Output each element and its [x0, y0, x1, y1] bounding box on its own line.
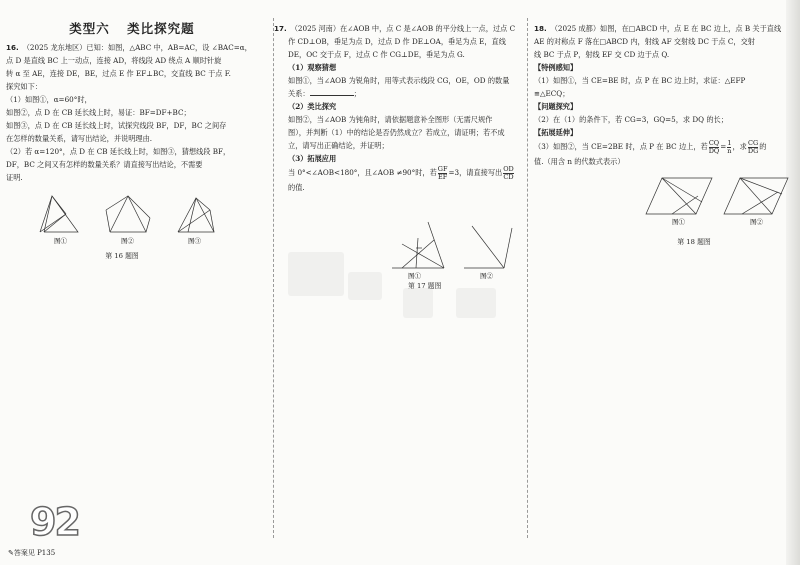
q16-fig-label-3: 图③ [188, 237, 201, 245]
q18-sec3-title: 【拓展延伸】 [534, 128, 578, 137]
q16-fig-label-2: 图② [121, 237, 134, 245]
q18-frac-1-n: $\frac{1}{n}$ [727, 138, 732, 155]
q17-line-2: DE，OC 交于点 F，过点 C 作 CG⊥DE，垂足为点 G. [288, 50, 465, 59]
q18-frac-cq-dq: $\frac{CQ}{DQ}$ [708, 138, 720, 155]
q17-figures [388, 218, 518, 280]
column-3 [534, 22, 784, 249]
q17-fig-label-2: 图② [480, 272, 493, 280]
scan-blur-4 [456, 288, 496, 318]
q17-figure-2 [464, 226, 512, 268]
q16-line-7: 在怎样的数量关系，请写出结论，并说明理由. [6, 134, 153, 143]
q16-line-9: DF，BC 之间又有怎样的数量关系？请直接写出结论，不需要 [6, 160, 203, 169]
q18-figure-1 [646, 178, 712, 214]
q16-fig-label-1: 图① [54, 237, 67, 245]
q17-frac-od-cd: $\frac{OD}{CD}$ [503, 164, 514, 181]
q16-figures [36, 190, 236, 248]
q18-fig-label-2: 图② [750, 218, 763, 226]
q18-caption: 第 18 题图 [677, 238, 711, 246]
answer-reference: ✎答案见 P135 [8, 549, 56, 557]
q17-sec1-title: （1）观察猜想 [288, 63, 337, 72]
q17-sec2-line-1: 图），并判断（1）中的结论是否仍然成立？若成立，请证明；若不成 [288, 128, 505, 137]
q16-line-1: 点 D 是直线 BC 上一动点，连接 AD，将线段 AD 绕点 A 顺时针旋 [6, 56, 222, 65]
q16-line-5: 如图②，点 D 在 CB 延长线上时，易证：BF=DF+BC； [6, 108, 191, 117]
q18-sec1-title: 【特例感知】 [534, 63, 578, 72]
q18-fig-label-1: 图① [672, 218, 685, 226]
q18-sec2-line-0: （2）在（1）的条件下，若 CG=3，GQ=5，求 DQ 的长； [534, 115, 728, 124]
scan-blur-2 [348, 272, 382, 300]
section-type: 类型六 [69, 21, 110, 36]
q17-answer-blank [310, 87, 354, 96]
q18-line-2: 线 BC 于点 P，射线 EF 交 CD 边于点 Q. [534, 50, 670, 59]
q18-figures [642, 172, 792, 234]
q18-line-1: AE 的对称点 F 落在□ABCD 内，射线 AF 交射线 DC 于点 C，交射 [534, 37, 755, 46]
q16-figure-3 [178, 198, 214, 232]
q17-sec1-line-0: 如图①，当∠AOB 为锐角时，用等式表示线段 CG，OE，OD 的数量 [288, 76, 510, 85]
q18-sec3-line: （3）如图②，当 CE=2BE 时，点 P 在 BC 边上，若 $\frac{CQ}{DQ}$ = $\frac{1}{n}$ ，求 $\frac{CG}{DG}$ 的 [534, 138, 767, 155]
q16-line-0: 16. （2025 龙东地区）已知：如图，△ABC 中，AB=AC，设 ∠BAC=α， [6, 43, 252, 52]
q17-sec2-line-0: 如图②，当∠AOB 为钝角时，请依据题意补全图形（无需尺规作 [288, 115, 493, 124]
q16-number: 16. [6, 43, 19, 52]
q18-number: 18. [534, 24, 547, 33]
scan-blur-1 [288, 252, 344, 296]
section-title [6, 22, 258, 35]
q17-sec2-line-2: 立，请写出正确结论，并证明； [288, 141, 389, 150]
q17-line-1: 作 CD⊥OB，垂足为点 D，过点 D 作 DE⊥OA，垂足为点 E，直线 [288, 37, 506, 46]
section-name: 类比探究题 [127, 21, 195, 36]
q17-sec1-line-1: 关系： ； [288, 89, 361, 98]
q18-sec3-line2: 值.（用含 n 的代数式表示） [534, 157, 625, 166]
q17-fig-label-1: 图① [408, 272, 421, 280]
q16-line-4: （1）如图①，α=60°时， [6, 95, 92, 104]
q16-line-8: （2）若 α=120°，点 D 在 CB 延长线上时，如图③，猜想线段 BF， [6, 147, 231, 156]
q16-line-6: 如图③，点 D 在 CB 延长线上时，试探究线段 BF，DF，BC 之间存 [6, 121, 227, 130]
q17-number: 17. [274, 24, 287, 33]
q17-sec3-title: （3）拓展应用 [288, 154, 337, 163]
q16-caption: 第 16 题图 [105, 252, 139, 260]
q18-frac-cg-dg: $\frac{CG}{DG}$ [747, 138, 759, 155]
q18-line-0: 18. （2025 成都）如图，在□ABCD 中，点 E 在 BC 边上，点 B 关于直线 [534, 24, 782, 33]
q17-frac-gf-ef: $\frac{GF}{EF}$ [437, 164, 448, 181]
q18-sec2-title: 【问题探究】 [534, 102, 578, 111]
q17-sec3-line: 当 0°<∠AOB<180°，且∠AOB ≠90°时，若 $\frac{GF}{EF}$ =3，请直接写出 $\frac{OD}{CD}$ [288, 164, 514, 181]
column-2 [274, 22, 522, 290]
q17-line-0: 17. （2025 河南）在∠AOB 中，点 C 是∠AOB 的平分线上一点，过点 C [274, 24, 516, 33]
q18-sec1-line-0: （1）如图①，当 CE=BE 时，点 P 在 BC 边上时，求证：△EFP [534, 76, 746, 85]
column-divider-2 [527, 18, 528, 538]
q18-figure-2 [724, 178, 788, 214]
column-1 [6, 18, 258, 263]
page-edge-shadow [786, 0, 800, 565]
q16-figure-1 [40, 196, 78, 232]
q17-figure-1 [392, 222, 444, 268]
q18-sec1-line-1: ≌△ECQ； [534, 89, 570, 98]
q16-line-3: 探究如下： [6, 82, 42, 91]
page-number: 92 [30, 500, 79, 544]
q17-sec3-post: 的值. [288, 183, 305, 192]
column-divider-1 [273, 18, 274, 538]
q17-caption: 第 17 题图 [408, 282, 442, 290]
q17-sec2-title: （2）类比探究 [288, 102, 337, 111]
pencil-icon: ✎ [8, 549, 14, 557]
q16-figure-2 [106, 196, 150, 232]
q16-line-2: 转 α 至 AE，连接 DE，BE，过点 E 作 EF⊥BC，交直线 BC 于点 F. [6, 69, 231, 78]
q16-line-10: 证明. [6, 173, 23, 182]
